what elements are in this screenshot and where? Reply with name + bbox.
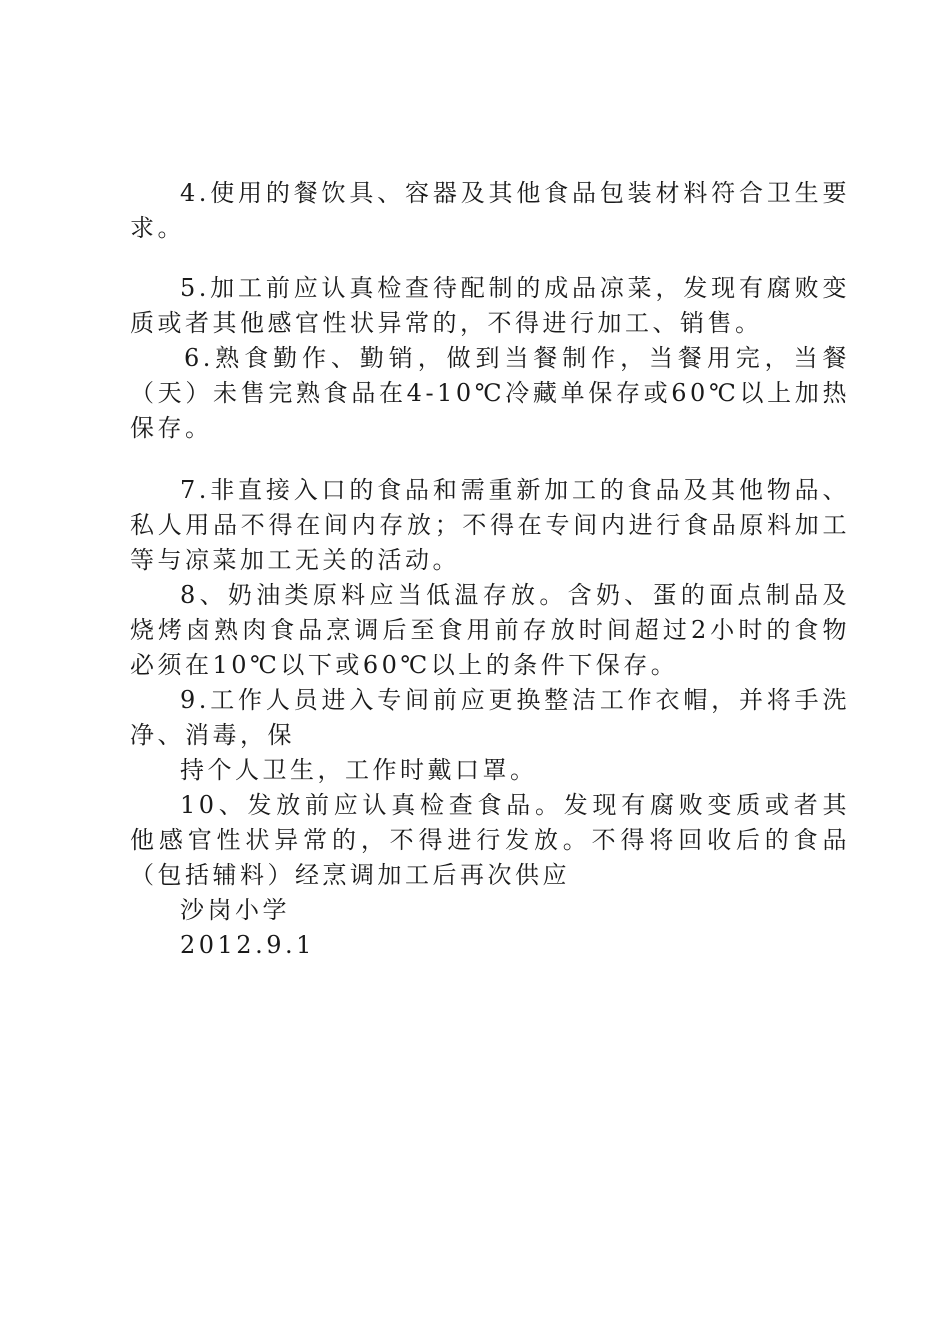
paragraph-5: 5.加工前应认真检查待配制的成品凉菜，发现有腐败变质或者其他感官性状异常的，不得进行加工、销售。 <box>130 274 850 337</box>
paragraph-6: 6.熟食勤作、勤销，做到当餐制作，当餐用完，当餐（天）未售完熟食品在4-10℃冷藏单保存或60℃以上加热保存。 <box>130 344 850 442</box>
paragraph-7: 7.非直接入口的食品和需重新加工的食品及其他物品、私人用品不得在间内存放；不得在专间内进行食品原料加工等与凉菜加工无关的活动。 <box>130 476 850 574</box>
paragraph-9-continued: 持个人卫生，工作时戴口罩。 <box>180 756 538 784</box>
paragraph-4: 4.使用的餐饮具、容器及其他食品包装材料符合卫生要求。 <box>130 179 850 242</box>
signature-org: 沙岗小学 <box>180 896 290 924</box>
paragraph-8: 8、奶油类原料应当低温存放。含奶、蛋的面点制品及烧烤卤熟肉食品烹调后至食用前存放时间超过2小时的食物必须在10℃以下或60℃以上的条件下保存。 <box>130 581 850 679</box>
document-body <box>130 176 850 963</box>
paragraph-9: 9.工作人员进入专间前应更换整洁工作衣帽，并将手洗净、消毒，保 <box>130 686 850 749</box>
paragraph-10: 10、发放前应认真检查食品。发现有腐败变质或者其他感官性状异常的，不得进行发放。不得将回收后的食品（包括辅料）经烹调加工后再次供应 <box>130 791 850 889</box>
signature-date: 2012.9.1 <box>180 931 315 959</box>
